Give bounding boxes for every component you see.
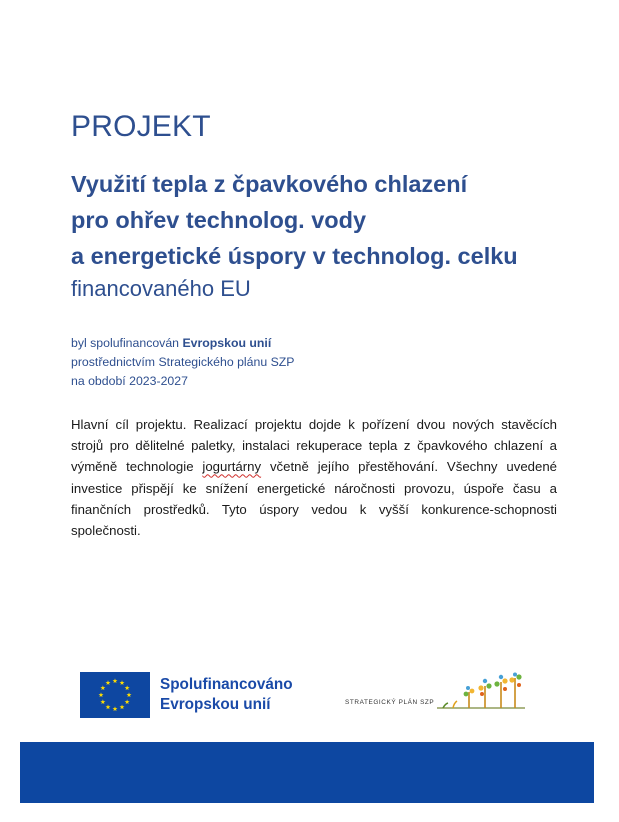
eu-star-icon bbox=[127, 692, 132, 697]
cofinancing-line-3: na období 2023-2027 bbox=[71, 374, 188, 388]
eu-stars-circle bbox=[80, 672, 150, 718]
sprout-2 bbox=[453, 701, 457, 708]
leaf-1a bbox=[464, 692, 469, 697]
leaf-3c bbox=[499, 675, 503, 679]
title-line-3: a energetické úspory v technolog. celku bbox=[71, 243, 518, 269]
eu-logo-text bbox=[160, 675, 293, 715]
eu-star-icon bbox=[113, 706, 118, 711]
leaf-2c bbox=[483, 679, 487, 683]
eu-star-icon bbox=[125, 685, 130, 690]
eu-star-icon bbox=[100, 699, 105, 704]
footer-color-bar bbox=[20, 742, 594, 803]
description-part-2: včetně jejího přestěhování. Všechny uvedené investice přispějí ke snížení energetické náročnosti provozu, úspoře času a finančních prostředků. Tyto úspory vedou k vyšší konkurence-schopnosti společnosti. bbox=[71, 459, 557, 539]
eu-star-icon bbox=[99, 692, 104, 697]
sprout-1 bbox=[443, 703, 448, 708]
leaf-2a bbox=[478, 685, 483, 690]
cofinancing-prefix: byl spolufinancován bbox=[71, 336, 183, 350]
title-line-1: Využití tepla z čpavkového chlazení bbox=[71, 171, 468, 197]
eu-star-icon bbox=[120, 680, 125, 685]
project-subtitle: financovaného EU bbox=[71, 276, 251, 301]
spellcheck-flagged-word: jogurtárny bbox=[202, 459, 262, 475]
cofinancing-statement bbox=[71, 334, 295, 391]
title-line-2: pro ohřev technolog. vody bbox=[71, 207, 367, 233]
leaf-4a bbox=[509, 677, 514, 682]
strategic-plan-logo bbox=[345, 672, 530, 718]
leaf-3a bbox=[494, 681, 499, 686]
leaf-4b bbox=[516, 674, 521, 679]
leaf-4c bbox=[513, 673, 517, 677]
cofinancing-line-2: prostřednictvím Strategického plánu SZP bbox=[71, 355, 295, 369]
sprouting-plants-icon bbox=[435, 672, 530, 718]
eu-star-icon bbox=[106, 705, 111, 710]
eu-flag-icon bbox=[80, 672, 150, 718]
project-title bbox=[71, 166, 591, 274]
leaf-4d bbox=[517, 683, 521, 687]
eu-star-icon bbox=[106, 680, 111, 685]
leaf-3d bbox=[503, 687, 507, 691]
eu-logo-line-2: Evropskou unií bbox=[160, 696, 271, 713]
eu-cofunded-logo bbox=[80, 672, 293, 718]
eu-star-icon bbox=[100, 685, 105, 690]
eu-logo-line-1: Spolufinancováno bbox=[160, 676, 293, 693]
eu-star-icon bbox=[125, 699, 130, 704]
strategic-plan-label: STRATEGICKÝ PLÁN SZP bbox=[345, 699, 435, 706]
project-description bbox=[71, 414, 557, 541]
eu-star-icon bbox=[120, 705, 125, 710]
leaf-1c bbox=[466, 686, 470, 690]
project-heading: PROJEKT bbox=[71, 110, 211, 143]
description-part-1: Hlavní cíl projektu. Realizací projektu dojde k pořízení dvou nových stavěcích strojů pro dělitelné paletky, instalaci rekuperace tepla z čpavkového chlazení a výměně technologie bbox=[71, 417, 557, 475]
cofinancing-eu: Evropskou unií bbox=[182, 336, 272, 350]
leaf-3b bbox=[502, 678, 507, 683]
cofinancing-line-1 bbox=[71, 334, 295, 353]
leaf-1b bbox=[470, 689, 475, 694]
leaf-2b bbox=[486, 683, 491, 688]
eu-star-icon bbox=[113, 678, 118, 683]
leaf-2d bbox=[480, 692, 484, 696]
